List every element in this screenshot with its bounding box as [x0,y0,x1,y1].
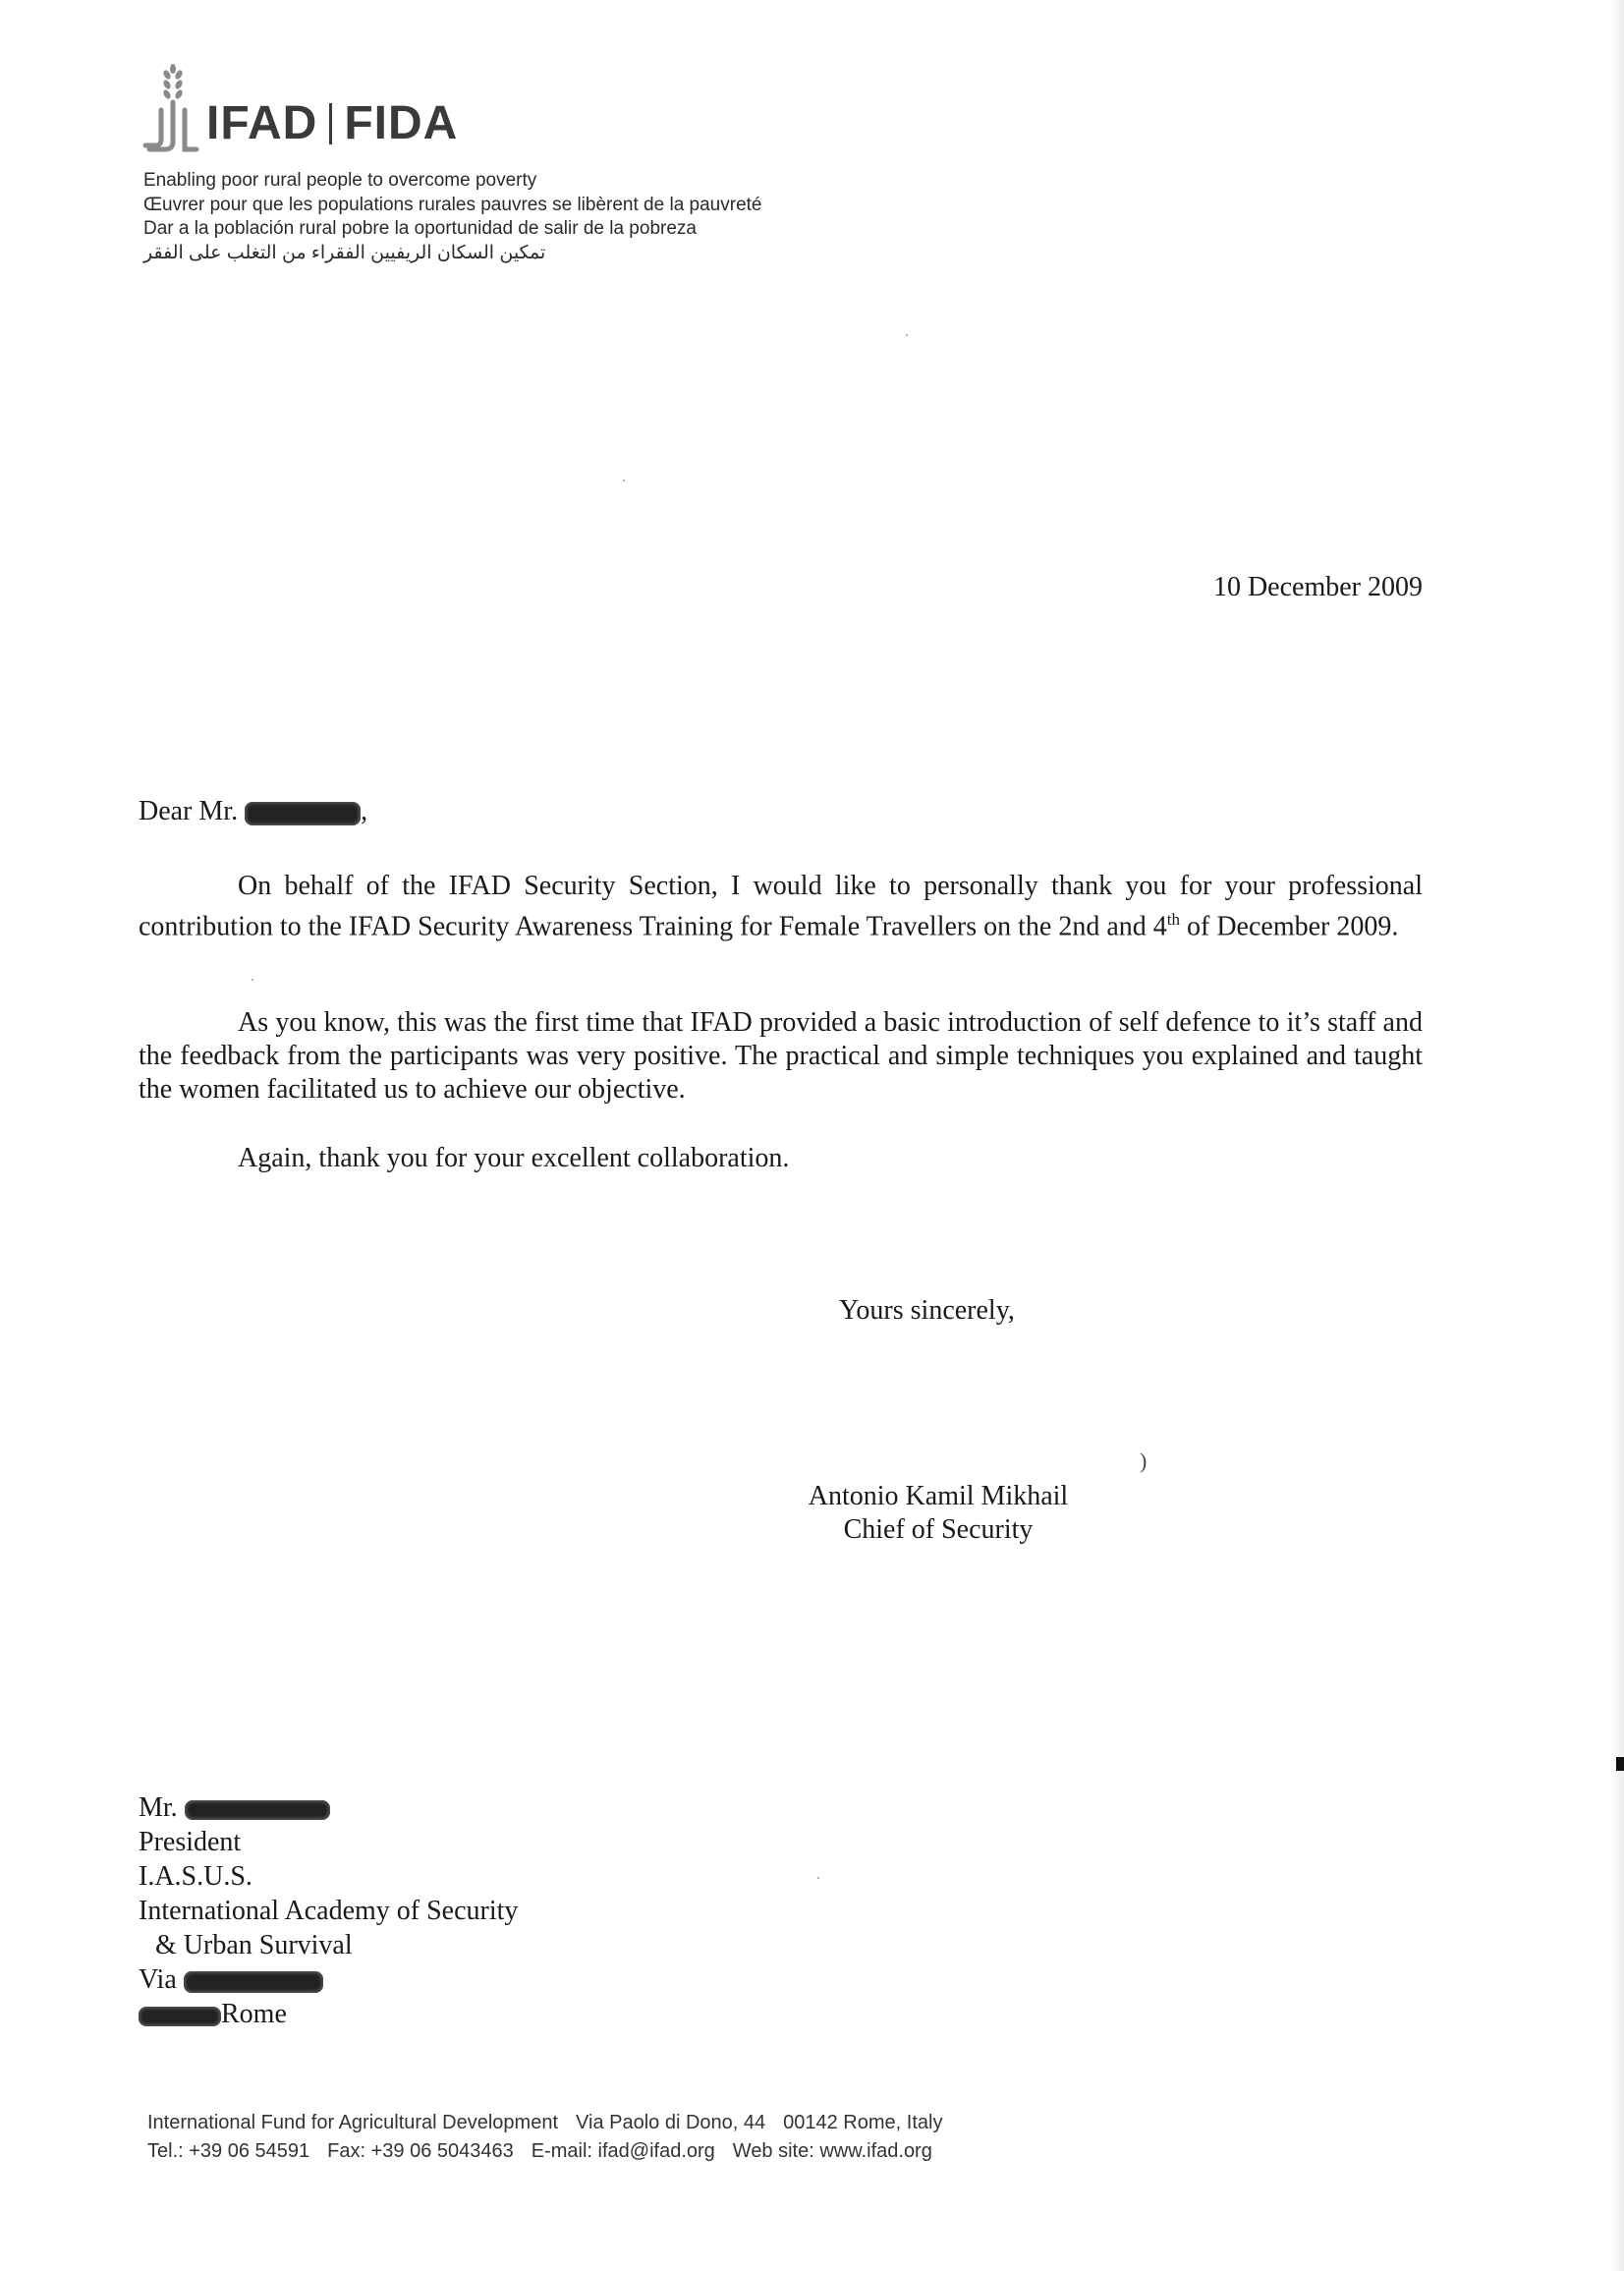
letter-date: 10 December 2009 [1212,572,1423,602]
footer-tel: Tel.: +39 06 54591 [147,2140,310,2162]
paragraph-2 [139,1006,1423,1107]
scan-speck [817,1877,819,1879]
recipient-org-short: I.A.S.U.S. [139,1861,252,1892]
redacted-postcode [139,2007,221,2026]
scan-speck [623,480,625,482]
recipient-position: President [139,1827,242,1857]
recipient-street-line [139,1962,518,1997]
wheat-emblem-icon [140,63,202,153]
footer-line-1 [147,2109,960,2137]
ordinal-suffix: th [1166,910,1181,929]
paragraph-2-text: As you know, this was the first time that IFAD provided a basic introduction of self defence to it’s staff and the feedback from the participants was very positive. The practical and simple techniques you explained and taught the women facilitated us to achieve our objective. [139,1007,1423,1105]
paragraph-3 [139,1142,1423,1175]
signatory-title: Chief of Security [843,1514,1034,1545]
salutation-comma: , [361,796,368,826]
recipient-org-line2: & Urban Survival [155,1930,353,1960]
footer-email: E-mail: ifad@ifad.org [531,2140,715,2162]
signatory-name: Antonio Kamil Mikhail [808,1481,1069,1511]
tagline-spanish: Dar a la población rural pobre la oportunidad de salir de la pobreza [143,218,697,239]
recipient-name-line [139,1790,518,1825]
scan-speck [252,979,253,981]
footer-line-2 [147,2137,960,2166]
redacted-name [245,802,361,825]
recipient-address [139,1790,518,2031]
footer-web: Web site: www.ifad.org [732,2140,932,2162]
recipient-city-line [139,1997,518,2031]
salutation-text: Dear Mr. [139,796,239,826]
logo-text-fida: FIDA [344,97,459,149]
letterhead-footer [147,2109,960,2166]
logo-wordmark [206,97,459,149]
scan-speck [906,334,908,336]
paragraph-1 [139,870,1423,943]
tagline-french: Œuvrer pour que les populations rurales pauvres se libèrent de la pauvreté [143,194,762,215]
salutation [139,796,367,827]
logo-separator [329,103,332,144]
recipient-org-line1: International Academy of Security [139,1896,519,1926]
signature-mark: ) [1140,1448,1148,1473]
recipient-street-prefix: Via [139,1964,177,1995]
recipient-city: Rome [221,1999,287,2029]
tagline-arabic: تمكين السكان الريفيين الفقراء من التغلب على الفقر [143,242,546,263]
logo-text-ifad: IFAD [206,97,318,149]
footer-city: 00142 Rome, Italy [783,2112,943,2133]
footer-fax: Fax: +39 06 5043463 [327,2140,514,2162]
signature-block [693,1480,1184,1547]
tagline-english: Enabling poor rural people to overcome poverty [143,170,537,191]
redacted-street [184,1971,323,1993]
footer-org: International Fund for Agricultural Development [147,2112,559,2133]
redacted-recipient-name [185,1800,330,1820]
paragraph-1-end: of December 2009. [1180,911,1399,942]
paragraph-1-text: On behalf of the IFAD Security Section, I would like to personally thank you for your professional contribution to the IFAD Security Awareness Training for Female Travellers on the 2nd and 4 [139,871,1423,942]
paragraph-3-text: Again, thank you for your excellent collaboration. [238,1143,790,1173]
closing: Yours sincerely, [839,1295,1015,1326]
scan-edge-shadow [1610,0,1624,2271]
recipient-title: Mr. [139,1792,178,1823]
letterhead-taglines [143,169,761,265]
footer-street: Via Paolo di Dono, 44 [576,2112,766,2133]
scan-edge-mark [1616,1757,1624,1771]
